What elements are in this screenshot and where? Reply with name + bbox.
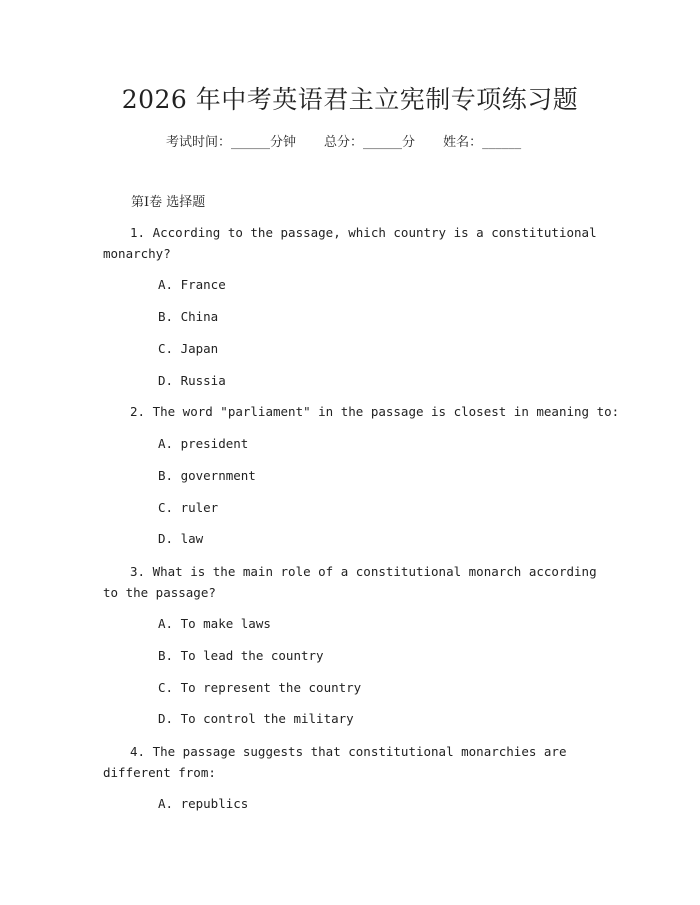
score-blank: ______ xyxy=(363,135,403,150)
exam-meta xyxy=(166,131,521,150)
q2-option-b: B. government xyxy=(158,468,256,483)
q3-option-c: C. To represent the country xyxy=(158,680,362,695)
time-label: 考试时间： xyxy=(166,135,232,150)
q1-option-c: C. Japan xyxy=(158,341,219,356)
section-heading: 第Ⅰ卷 选择题 xyxy=(131,195,206,210)
q1-option-b: B. China xyxy=(158,309,219,324)
time-unit: 分钟 xyxy=(270,135,297,150)
question-2: 2. The word "parliament" in the passage is closest in meaning to: xyxy=(130,404,620,419)
q1-option-a: A. France xyxy=(158,277,226,292)
name-label: 姓名： xyxy=(443,135,483,150)
time-blank: ______ xyxy=(231,135,271,150)
q2-option-a: A. president xyxy=(158,436,249,451)
q3-option-d: D. To control the military xyxy=(158,711,354,726)
q1-option-d: D. Russia xyxy=(158,373,226,388)
q4-option-a: A. republics xyxy=(158,796,249,811)
question-1: 1. According to the passage, which country is a constitutional monarchy? xyxy=(103,225,597,261)
page-title: 2026 年中考英语君主立宪制专项练习题 xyxy=(121,85,579,114)
question-4: 4. The passage suggests that constitutional monarchies are different from: xyxy=(103,744,567,780)
question-3: 3. What is the main role of a constitutional monarch according to the passage? xyxy=(103,564,597,600)
q2-option-c: C. ruler xyxy=(158,500,219,515)
score-unit: 分 xyxy=(402,135,416,150)
q2-option-d: D. law xyxy=(158,531,204,546)
q3-option-a: A. To make laws xyxy=(158,616,271,631)
score-label: 总分： xyxy=(324,135,364,150)
name-blank: ______ xyxy=(482,135,522,150)
q3-option-b: B. To lead the country xyxy=(158,648,324,663)
